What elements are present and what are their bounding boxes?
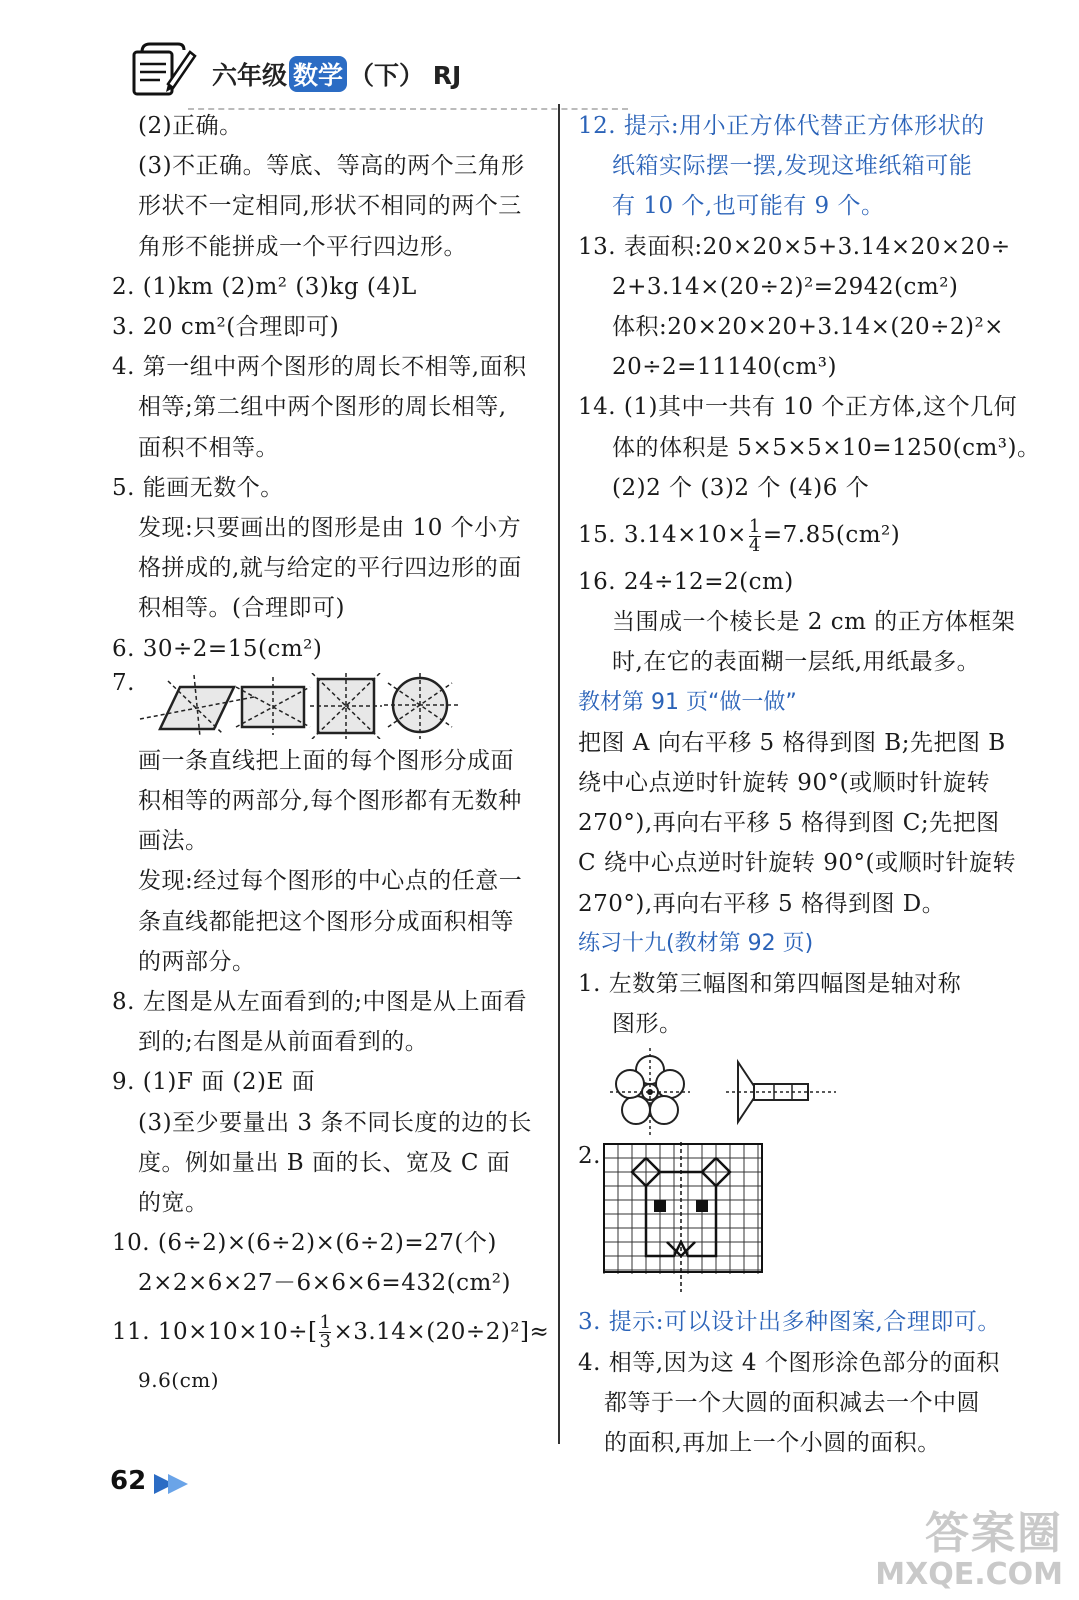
answer-line: 度。例如量出 B 面的长、宽及 C 面 (138, 1149, 511, 1176)
exercise-1: 1. 左数第三幅图和第四幅图是轴对称 (578, 971, 962, 998)
answer-3: 3. 20 cm²(合理即可) (112, 314, 340, 341)
answer-line: 图形。 (612, 1011, 683, 1038)
answer-13: 13. 表面积:20×20×5+3.14×20×20÷ (578, 233, 1011, 260)
answer-7-label: 7. (112, 669, 135, 696)
answer-line: 条直线都能把这个图形分成面积相等 (138, 908, 514, 935)
column-divider (558, 104, 560, 1444)
answer-line: 体积:20×20×20+3.14×(20÷2)²× (612, 314, 1004, 341)
answer-line: 时,在它的表面糊一层纸,用纸最多。 (612, 649, 981, 676)
answer-line: 形状不一定相同,形状不相同的两个三 (138, 193, 522, 220)
answer-line: 到的;右图是从前面看到的。 (138, 1029, 429, 1056)
answer-line: 270°),再向右平移 5 格得到图 C;先把图 (578, 810, 1000, 837)
answer-line: C 绕中心点逆时针旋转 90°(或顺时针旋转 (578, 850, 1016, 877)
answer-line: 270°),再向右平移 5 格得到图 D。 (578, 890, 946, 917)
answer-line: 画法。 (138, 828, 209, 855)
left-column (112, 106, 552, 1400)
grid-face-pattern (602, 1142, 768, 1294)
right-column (578, 106, 1041, 1463)
page-header (128, 38, 488, 100)
answer-10: 10. (6÷2)×(6÷2)×(6÷2)=27(个) (112, 1230, 497, 1257)
answer-line: 2×2×6×27－6×6×6=432(cm²) (138, 1270, 511, 1297)
answer-7-figure (112, 669, 552, 741)
answer-line: 把图 A 向右平移 5 格得到图 B;先把图 B (578, 729, 1006, 756)
answer-line: 有 10 个,也可能有 9 个。 (612, 193, 885, 220)
exercise-2-label: 2. (578, 1143, 601, 1170)
subject-badge: 数学 (289, 56, 347, 92)
answer-line: 发现:经过每个图形的中心点的任意一 (138, 868, 523, 895)
answer-16: 16. 24÷12=2(cm) (578, 569, 794, 596)
answer-14: 14. (1)其中一共有 10 个正方体,这个几何 (578, 394, 1018, 421)
answer-15: 15. 3.14×10× $\frac{1}{4}$ =7.85(cm²) (578, 515, 901, 556)
answer-line: (2)2 个 (3)2 个 (4)6 个 (612, 474, 870, 501)
header-title: 六年级 数学 （下） RJ (212, 56, 461, 92)
answer-line: 积相等的两部分,每个图形都有无数种 (138, 788, 522, 815)
fraction-one-third: $\frac{1}{3}$ (319, 1312, 332, 1353)
notebook-pencil-icon (128, 38, 198, 100)
answer-line: 相等;第二组中两个图形的周长相等, (138, 394, 507, 421)
answer-4: 4. 第一组中两个图形的周长不相等,面积 (112, 354, 527, 381)
exercise-3: 3. 提示:可以设计出多种图案,合理即可。 (578, 1309, 1001, 1336)
symmetric-shapes-figure (138, 673, 468, 739)
answer-8: 8. 左图是从左面看到的;中图是从上面看 (112, 989, 528, 1016)
answer-line: 积相等。(合理即可) (138, 595, 345, 622)
page-number: 62 (110, 1466, 147, 1496)
exercise-2-figure (578, 1142, 1028, 1302)
answer-9: 9. (1)F 面 (2)E 面 (112, 1069, 316, 1096)
answer-line: 都等于一个大圆的面积减去一个中圆 (604, 1389, 980, 1416)
answer-line: 发现:只要画出的图形是由 10 个小方 (138, 515, 522, 542)
answer-line: 格拼成的,就与给定的平行四边形的面 (138, 555, 522, 582)
page-arrow-icon (150, 1470, 194, 1498)
axis-symmetry-figure (598, 1048, 898, 1138)
answer-12: 12. 提示:用小正方体代替正方体形状的 (578, 113, 985, 139)
answer-line: 的宽。 (138, 1190, 209, 1217)
answer-line: 角形不能拼成一个平行四边形。 (138, 233, 467, 260)
answer-5: 5. 能画无数个。 (112, 474, 284, 501)
answer-line: 面积不相等。 (138, 434, 279, 461)
section-heading-exercise-19: 练习十九(教材第 92 页) (578, 930, 814, 956)
answer-2: 2. (1)km (2)m² (3)kg (4)L (112, 273, 417, 300)
answer-11: 11. 10×10×10÷[ $\frac{1}{3}$ ×3.14×(20÷2)²]≈ (112, 1312, 550, 1353)
answer-line: 2+3.14×(20÷2)²=2942(cm²) (612, 273, 959, 300)
answer-line: (2)正确。 (138, 113, 243, 139)
exercise-4: 4. 相等,因为这 4 个图形涂色部分的面积 (578, 1349, 1000, 1376)
answer-6: 6. 30÷2=15(cm²) (112, 635, 323, 662)
watermark: 答案圈 MXQE.COM (875, 1508, 1063, 1592)
answer-line: (3)至少要量出 3 条不同长度的边的长 (138, 1109, 532, 1136)
answer-line: 画一条直线把上面的每个图形分成面 (138, 747, 514, 774)
answer-line: 体的体积是 5×5×5×10=1250(cm³)。 (612, 434, 1041, 461)
answer-line: 的两部分。 (138, 948, 256, 975)
answer-line: 20÷2=11140(cm³) (612, 354, 837, 381)
answer-line: 9.6(cm) (138, 1367, 220, 1392)
answer-line: 纸箱实际摆一摆,发现这堆纸箱可能 (612, 153, 973, 180)
answer-line: (3)不正确。等底、等高的两个三角形 (138, 153, 525, 180)
section-heading-textbook-91: 教材第 91 页“做一做” (578, 689, 797, 715)
answer-line: 当围成一个棱长是 2 cm 的正方体框架 (612, 609, 1016, 636)
fraction-one-quarter: $\frac{1}{4}$ (748, 515, 761, 556)
answer-line: 的面积,再加上一个小圆的面积。 (604, 1430, 941, 1457)
answer-line: 绕中心点逆时针旋转 90°(或顺时针旋转 (578, 770, 991, 797)
